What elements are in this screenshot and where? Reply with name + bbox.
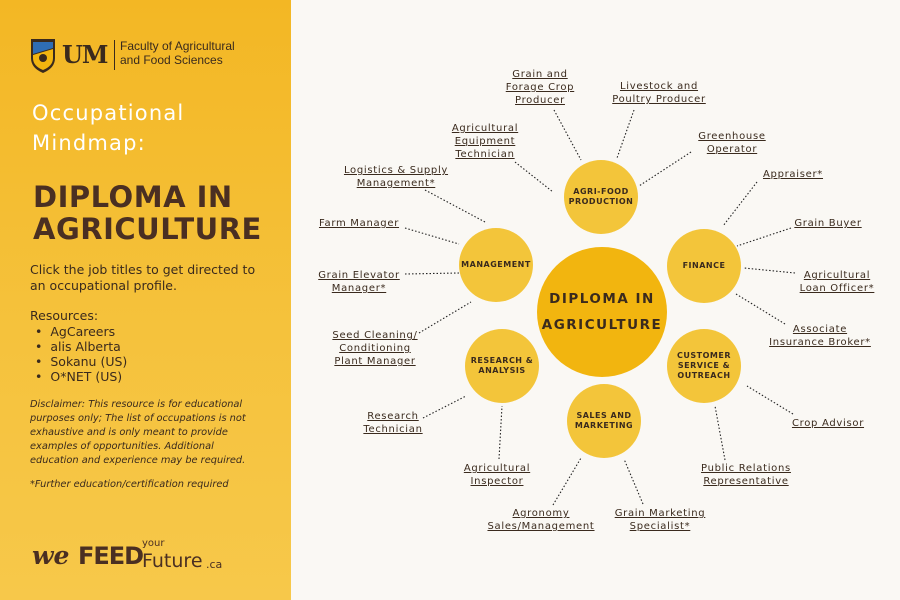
connector <box>553 458 581 505</box>
um-logo[interactable] <box>30 34 260 78</box>
subtitle <box>32 98 272 158</box>
hub-research-analysis <box>465 329 539 403</box>
hub-label: AGRI-FOOD <box>573 187 629 196</box>
resource-link[interactable]: • O*NET (US) <box>35 369 127 384</box>
hub-label: PRODUCTION <box>568 197 634 206</box>
hub-label: OUTREACH <box>677 371 731 380</box>
job-logistics-supply-management[interactable]: Logistics & Supply Management* <box>343 165 449 189</box>
connector <box>405 228 459 244</box>
connector <box>419 302 471 333</box>
mindmap <box>291 0 900 600</box>
job-public-relations-representative[interactable]: Public Relations Representative <box>701 463 791 487</box>
connector <box>425 190 485 222</box>
brand-your: your <box>142 538 165 549</box>
center-line-2: AGRICULTURE <box>541 317 663 333</box>
connector <box>499 406 502 459</box>
job-livestock-poultry-producer[interactable]: Livestock and Poultry Producer <box>612 81 706 105</box>
hub-label: CUSTOMER <box>677 351 731 360</box>
resource-link[interactable]: • Sokanu (US) <box>35 354 127 369</box>
job-grain-elevator-manager[interactable]: Grain Elevator Manager* <box>318 270 400 294</box>
connector <box>737 228 791 246</box>
job-associate-insurance-broker[interactable]: Associate Insurance Broker* <box>769 324 871 348</box>
faculty-line-2: and Food Sciences <box>120 53 223 67</box>
resources-label: Resources: <box>30 308 99 323</box>
page-title-line-1: DIPLOMA IN <box>33 180 233 214</box>
brand-feed: FEED <box>78 542 144 570</box>
connector <box>624 459 643 504</box>
connector <box>736 294 785 324</box>
connector <box>554 110 581 160</box>
resources-list <box>35 324 127 384</box>
hub-management <box>459 228 533 302</box>
hub-label: SERVICE & <box>677 361 731 370</box>
job-agricultural-equipment-technician[interactable]: Agricultural Equipment Technician <box>451 123 519 160</box>
job-seed-cleaning-plant-manager[interactable]: Seed Cleaning/ Conditioning Plant Manager <box>332 330 418 367</box>
subtitle-line-2: Mindmap: <box>32 131 146 155</box>
connector <box>617 110 634 158</box>
connector <box>515 162 553 192</box>
center-line-1: DIPLOMA IN <box>549 291 655 307</box>
brand-we: we <box>32 541 70 570</box>
footnote: *Further education/certification required <box>30 479 229 490</box>
resource-link[interactable]: • alis Alberta <box>35 339 127 354</box>
subtitle-line-1: Occupational <box>32 101 185 125</box>
hub-label: SALES AND <box>576 411 632 420</box>
job-appraiser[interactable]: Appraiser* <box>762 169 824 180</box>
hub-finance <box>667 229 741 303</box>
hub-label: MANAGEMENT <box>461 260 531 269</box>
job-farm-manager[interactable]: Farm Manager <box>318 218 400 229</box>
brand-ca: .ca <box>206 558 223 571</box>
job-crop-advisor[interactable]: Crop Advisor <box>791 418 865 429</box>
job-agronomy-sales-management[interactable]: Agronomy Sales/Management <box>487 508 595 532</box>
job-grain-forage-crop-producer[interactable]: Grain and Forage Crop Producer <box>505 69 575 106</box>
connector <box>747 386 793 414</box>
job-research-technician[interactable]: Research Technician <box>363 411 423 435</box>
job-agricultural-inspector[interactable]: Agricultural Inspector <box>463 463 531 487</box>
job-grain-buyer[interactable]: Grain Buyer <box>794 218 862 229</box>
page-title <box>33 181 283 245</box>
job-greenhouse-operator[interactable]: Greenhouse Operator <box>698 131 766 155</box>
hub-label: RESEARCH & <box>470 356 534 365</box>
center-node <box>537 247 667 377</box>
hub-agri-food-production <box>564 160 638 234</box>
hub-sales-marketing <box>567 384 641 458</box>
connector <box>723 182 757 226</box>
shield-icon <box>30 36 56 74</box>
job-agricultural-loan-officer[interactable]: Agricultural Loan Officer* <box>799 270 875 294</box>
left-panel <box>0 0 291 600</box>
connector <box>405 273 459 274</box>
brand-future: Future <box>142 550 203 572</box>
faculty-name <box>120 39 270 67</box>
hub-customer-service-outreach <box>667 329 741 403</box>
logo-text: UM <box>62 40 108 69</box>
wefeedyourfuture-logo[interactable] <box>32 538 262 578</box>
hub-label: ANALYSIS <box>478 366 526 375</box>
connector <box>715 406 725 460</box>
resource-link[interactable]: • AgCareers <box>35 324 127 339</box>
logo-divider <box>114 40 115 70</box>
disclaimer: Disclaimer: This resource is for educational purposes only; The list of occupations is not exhaustive and is only meant to provide examples of opportunities. Additional education and experience may be required. <box>30 399 246 466</box>
hub-label: FINANCE <box>682 261 726 270</box>
hub-label: MARKETING <box>574 421 634 430</box>
connector <box>639 152 691 186</box>
connector <box>744 268 795 273</box>
page-title-line-2: AGRICULTURE <box>33 212 262 246</box>
job-grain-marketing-specialist[interactable]: Grain Marketing Specialist* <box>614 508 706 532</box>
faculty-line-1: Faculty of Agricultural <box>120 39 235 53</box>
instructions: Click the job titles to get directed to an occupational profile. <box>30 262 256 293</box>
